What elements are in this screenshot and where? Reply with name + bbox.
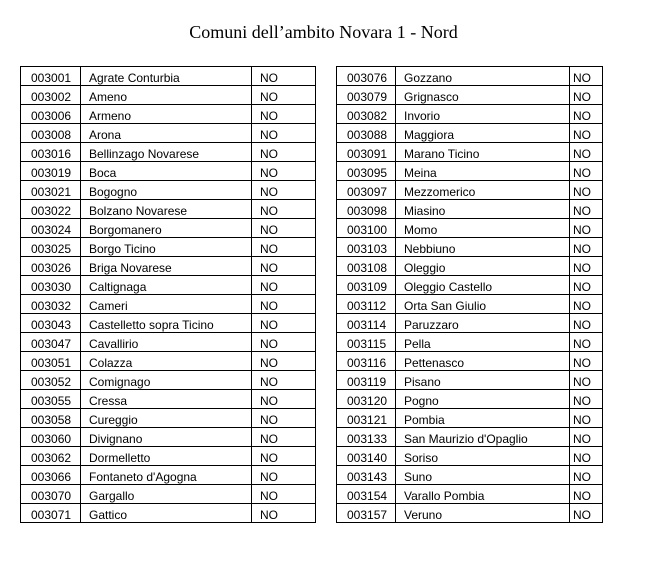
municipality-code: 003100 (337, 219, 396, 238)
table-row (21, 352, 316, 371)
municipality-name: Oleggio Castello (396, 276, 570, 295)
table-row (337, 428, 603, 447)
municipality-name: Boca (81, 162, 252, 181)
municipality-name: Bogogno (81, 181, 252, 200)
municipality-name: Varallo Pombia (396, 485, 570, 504)
municipality-flag: NO (252, 390, 316, 409)
municipality-flag: NO (570, 257, 603, 276)
municipality-name: Invorio (396, 105, 570, 124)
municipality-name: Orta San Giulio (396, 295, 570, 314)
municipality-flag: NO (570, 143, 603, 162)
table-row (21, 466, 316, 485)
municipality-code: 003143 (337, 466, 396, 485)
municipality-code: 003051 (21, 352, 81, 371)
municipality-code: 003071 (21, 504, 81, 523)
municipality-code: 003079 (337, 86, 396, 105)
municipality-flag: NO (252, 181, 316, 200)
table-row (21, 371, 316, 390)
municipality-flag: NO (252, 485, 316, 504)
municipality-flag: NO (570, 238, 603, 257)
municipality-name: Suno (396, 466, 570, 485)
table-row (337, 504, 603, 523)
municipality-name: Grignasco (396, 86, 570, 105)
municipality-name: Castelletto sopra Ticino (81, 314, 252, 333)
municipality-flag: NO (252, 466, 316, 485)
municipality-code: 003121 (337, 409, 396, 428)
municipality-code: 003060 (21, 428, 81, 447)
table-row (21, 219, 316, 238)
municipality-name: Mezzomerico (396, 181, 570, 200)
municipality-code: 003095 (337, 162, 396, 181)
table-row (337, 181, 603, 200)
municipality-name: Momo (396, 219, 570, 238)
municipality-code: 003062 (21, 447, 81, 466)
municipality-name: Pisano (396, 371, 570, 390)
municipality-flag: NO (570, 485, 603, 504)
table-row (21, 238, 316, 257)
table-row (21, 143, 316, 162)
municipality-name: Nebbiuno (396, 238, 570, 257)
municipality-flag: NO (252, 162, 316, 181)
table-row (21, 276, 316, 295)
municipality-name: Meina (396, 162, 570, 181)
municipality-code: 003088 (337, 124, 396, 143)
table-row (337, 390, 603, 409)
municipality-flag: NO (252, 371, 316, 390)
table-row (21, 409, 316, 428)
municipality-name: Borgomanero (81, 219, 252, 238)
municipality-name: Maggiora (396, 124, 570, 143)
table-row (21, 447, 316, 466)
municipality-code: 003026 (21, 257, 81, 276)
municipality-code: 003022 (21, 200, 81, 219)
table-row (337, 238, 603, 257)
table-row (21, 295, 316, 314)
municipality-name: Oleggio (396, 257, 570, 276)
table-row (337, 371, 603, 390)
municipality-name: Cameri (81, 295, 252, 314)
table-row (21, 86, 316, 105)
municipalities-table-left (20, 66, 316, 523)
municipality-name: Miasino (396, 200, 570, 219)
table-row (337, 466, 603, 485)
municipality-name: Bellinzago Novarese (81, 143, 252, 162)
municipality-code: 003112 (337, 295, 396, 314)
municipality-code: 003047 (21, 333, 81, 352)
municipality-name: Arona (81, 124, 252, 143)
table-row (21, 124, 316, 143)
municipality-code: 003157 (337, 504, 396, 523)
municipality-code: 003098 (337, 200, 396, 219)
municipality-name: Pogno (396, 390, 570, 409)
municipality-flag: NO (570, 371, 603, 390)
municipality-name: Cressa (81, 390, 252, 409)
municipality-flag: NO (570, 181, 603, 200)
table-row (21, 485, 316, 504)
municipality-flag: NO (570, 466, 603, 485)
municipality-name: Borgo Ticino (81, 238, 252, 257)
table-row (337, 409, 603, 428)
municipality-name: Divignano (81, 428, 252, 447)
table-row (21, 105, 316, 124)
municipality-flag: NO (252, 352, 316, 371)
municipality-name: Pombia (396, 409, 570, 428)
municipality-flag: NO (570, 504, 603, 523)
table-row (337, 219, 603, 238)
municipality-name: Gozzano (396, 67, 570, 86)
municipality-name: Ameno (81, 86, 252, 105)
municipality-name: Caltignaga (81, 276, 252, 295)
municipality-code: 003002 (21, 86, 81, 105)
municipality-code: 003133 (337, 428, 396, 447)
table-row (337, 105, 603, 124)
table-row (337, 124, 603, 143)
municipality-name: Soriso (396, 447, 570, 466)
municipality-name: Agrate Conturbia (81, 67, 252, 86)
municipality-flag: NO (252, 200, 316, 219)
municipality-code: 003066 (21, 466, 81, 485)
municipality-flag: NO (570, 333, 603, 352)
municipality-name: Pettenasco (396, 352, 570, 371)
table-row (21, 314, 316, 333)
municipality-code: 003120 (337, 390, 396, 409)
municipality-code: 003097 (337, 181, 396, 200)
municipality-flag: NO (570, 200, 603, 219)
table-row (21, 257, 316, 276)
municipalities-table-right (336, 66, 603, 523)
municipality-flag: NO (570, 352, 603, 371)
municipality-flag: NO (252, 219, 316, 238)
table-row (337, 200, 603, 219)
municipality-code: 003103 (337, 238, 396, 257)
municipality-code: 003154 (337, 485, 396, 504)
municipality-code: 003025 (21, 238, 81, 257)
table-row (21, 162, 316, 181)
municipality-name: Bolzano Novarese (81, 200, 252, 219)
municipality-code: 003058 (21, 409, 81, 428)
municipality-name: Veruno (396, 504, 570, 523)
municipality-code: 003024 (21, 219, 81, 238)
municipality-flag: NO (570, 314, 603, 333)
municipality-flag: NO (252, 86, 316, 105)
municipality-flag: NO (570, 219, 603, 238)
table-row (21, 504, 316, 523)
page-title: Comuni dell’ambito Novara 1 - Nord (189, 22, 458, 42)
municipality-code: 003008 (21, 124, 81, 143)
municipality-flag: NO (570, 428, 603, 447)
municipality-flag: NO (570, 86, 603, 105)
municipality-flag: NO (570, 276, 603, 295)
municipality-code: 003091 (337, 143, 396, 162)
municipality-name: Paruzzaro (396, 314, 570, 333)
municipality-code: 003115 (337, 333, 396, 352)
municipality-flag: NO (252, 143, 316, 162)
municipality-code: 003114 (337, 314, 396, 333)
municipality-code: 003021 (21, 181, 81, 200)
table-row (21, 428, 316, 447)
municipality-code: 003140 (337, 447, 396, 466)
table-row (337, 295, 603, 314)
municipality-flag: NO (252, 295, 316, 314)
table-row (21, 390, 316, 409)
municipality-code: 003082 (337, 105, 396, 124)
table-row (337, 143, 603, 162)
municipality-flag: NO (252, 238, 316, 257)
municipality-code: 003109 (337, 276, 396, 295)
municipality-name: Gattico (81, 504, 252, 523)
municipality-flag: NO (252, 124, 316, 143)
table-row (337, 276, 603, 295)
municipality-flag: NO (252, 504, 316, 523)
municipality-code: 003119 (337, 371, 396, 390)
table-row (21, 67, 316, 86)
table-row (21, 333, 316, 352)
municipality-code: 003076 (337, 67, 396, 86)
municipality-code: 003052 (21, 371, 81, 390)
municipality-name: Colazza (81, 352, 252, 371)
table-row (337, 314, 603, 333)
municipality-name: Cavallirio (81, 333, 252, 352)
municipality-name: Fontaneto d'Agogna (81, 466, 252, 485)
municipality-flag: NO (570, 390, 603, 409)
municipality-flag: NO (252, 428, 316, 447)
municipality-flag: NO (570, 124, 603, 143)
municipality-name: Briga Novarese (81, 257, 252, 276)
table-row (337, 257, 603, 276)
municipality-name: San Maurizio d'Opaglio (396, 428, 570, 447)
municipality-code: 003032 (21, 295, 81, 314)
table-row (21, 200, 316, 219)
table-row (337, 162, 603, 181)
municipality-flag: NO (570, 295, 603, 314)
municipality-flag: NO (570, 162, 603, 181)
table-row (21, 181, 316, 200)
municipality-code: 003043 (21, 314, 81, 333)
municipality-flag: NO (252, 105, 316, 124)
municipality-code: 003001 (21, 67, 81, 86)
municipality-code: 003108 (337, 257, 396, 276)
municipality-flag: NO (252, 447, 316, 466)
table-row (337, 447, 603, 466)
municipality-flag: NO (570, 67, 603, 86)
municipality-flag: NO (252, 314, 316, 333)
municipality-code: 003070 (21, 485, 81, 504)
municipality-name: Cureggio (81, 409, 252, 428)
table-row (337, 86, 603, 105)
municipality-code: 003019 (21, 162, 81, 181)
municipality-flag: NO (570, 409, 603, 428)
municipality-name: Comignago (81, 371, 252, 390)
municipality-flag: NO (252, 333, 316, 352)
municipality-flag: NO (252, 276, 316, 295)
municipality-flag: NO (252, 67, 316, 86)
municipality-name: Dormelletto (81, 447, 252, 466)
municipality-name: Pella (396, 333, 570, 352)
municipality-name: Armeno (81, 105, 252, 124)
municipality-code: 003030 (21, 276, 81, 295)
table-row (337, 485, 603, 504)
municipality-name: Gargallo (81, 485, 252, 504)
municipality-code: 003006 (21, 105, 81, 124)
municipality-code: 003116 (337, 352, 396, 371)
municipality-name: Marano Ticino (396, 143, 570, 162)
municipality-code: 003055 (21, 390, 81, 409)
table-row (337, 333, 603, 352)
municipality-flag: NO (570, 105, 603, 124)
table-row (337, 67, 603, 86)
table-row (337, 352, 603, 371)
municipality-code: 003016 (21, 143, 81, 162)
municipality-flag: NO (570, 447, 603, 466)
municipality-flag: NO (252, 257, 316, 276)
municipality-flag: NO (252, 409, 316, 428)
